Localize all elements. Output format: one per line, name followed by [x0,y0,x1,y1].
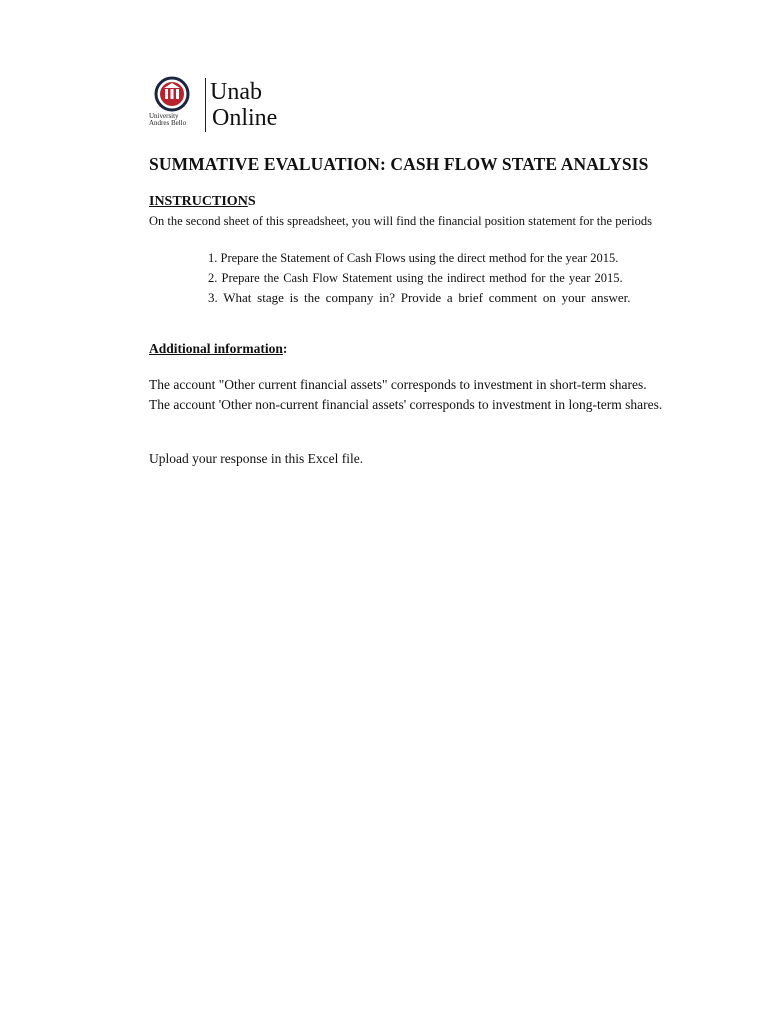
instruction-step: 2. Prepare the Cash Flow Statement using the indirect method for the year 2015. [208,270,623,285]
additional-info-heading-tail: : [282,341,288,356]
logo-word-unab: Unab [210,79,262,105]
instructions-intro: On the second sheet of this spreadsheet, you will find the financial position statement for the periods [149,214,653,228]
additional-info-heading [149,341,287,357]
instruction-step: 1. Prepare the Statement of Cash Flows using the direct method for the year 2015. [208,251,619,265]
logo-university-name [149,113,186,127]
logo-university-line2: Andres Bello [149,119,187,127]
university-logo [146,72,298,134]
page-title: SUMMATIVE EVALUATION: CASH FLOW STATE ANALYSIS [149,154,649,174]
logo-university-line1: University [149,112,179,120]
upload-note: Upload your response in this Excel file. [149,451,364,466]
additional-note: The account "Other current financial assets" corresponds to investment in short-term shares. [149,377,647,392]
instructions-heading [149,194,256,210]
instructions-steps [208,249,631,308]
instructions-heading-tail: S [247,194,256,209]
logo-divider [205,78,206,132]
additional-note: The account 'Other non-current financial assets' corresponds to investment in long-term shares. [149,397,663,412]
logo-word-online: Online [212,105,278,131]
instruction-step: 3. What stage is the company in? Provide a brief comment on your answer. [208,290,631,305]
university-emblem-icon [149,76,195,112]
instructions-heading-underlined: INSTRUCTION [149,194,248,209]
additional-info-heading-underlined: Additional information [149,341,283,356]
